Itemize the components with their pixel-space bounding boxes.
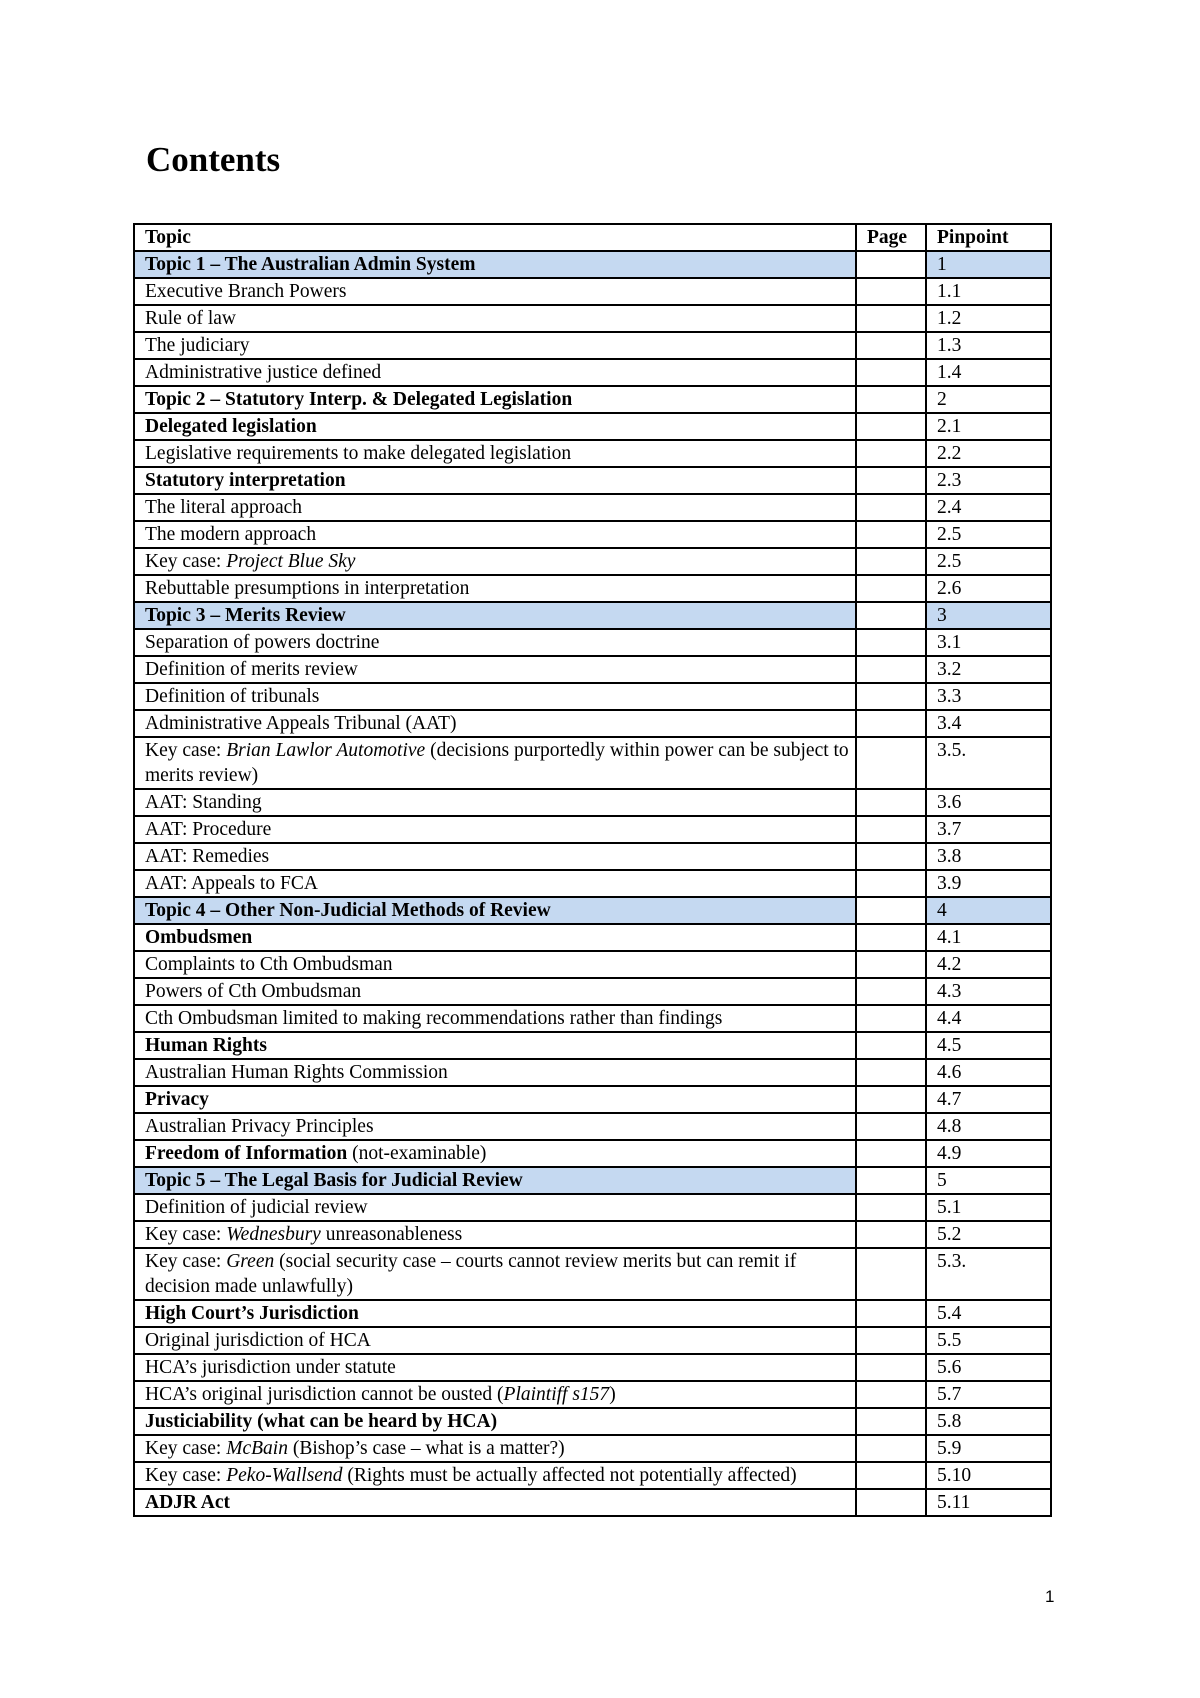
table-row (134, 737, 1051, 789)
pinpoint-cell: 2.2 (926, 440, 1051, 467)
table-row (134, 332, 1051, 359)
topic-cell (134, 870, 856, 897)
topic-cell (134, 1032, 856, 1059)
topic-text: The modern approach (145, 524, 317, 545)
pinpoint-cell: 5.2 (926, 1221, 1051, 1248)
topic-heading-row (134, 1167, 1051, 1194)
page-cell (856, 737, 926, 789)
topic-text: Justiciability (what can be heard by HCA) (145, 1411, 498, 1432)
topic-text: ) (609, 1384, 616, 1405)
topic-text: Complaints to Cth Ombudsman (145, 954, 393, 975)
topic-text: Administrative justice defined (145, 362, 382, 383)
page-cell (856, 870, 926, 897)
topic-cell (134, 843, 856, 870)
topic-text: Plaintiff s157 (503, 1384, 610, 1405)
table-row (134, 1381, 1051, 1408)
contents-table (133, 223, 1052, 1517)
topic-cell (134, 1059, 856, 1086)
page-number: 1 (1045, 1587, 1055, 1606)
topic-text: Topic 2 – Statutory Interp. & Delegated Legislation (145, 389, 573, 410)
page-cell (856, 1462, 926, 1489)
topic-cell (134, 1300, 856, 1327)
header-page: Page (856, 224, 926, 251)
page-cell (856, 548, 926, 575)
pinpoint-cell: 4.9 (926, 1140, 1051, 1167)
pinpoint-cell: 3.7 (926, 816, 1051, 843)
page-cell (856, 1300, 926, 1327)
pinpoint-cell: 5.10 (926, 1462, 1051, 1489)
topic-cell (134, 494, 856, 521)
topic-cell (134, 602, 856, 629)
topic-text: (Bishop’s case – what is a matter?) (287, 1438, 565, 1459)
page-cell (856, 1086, 926, 1113)
topic-cell (134, 575, 856, 602)
pinpoint-cell: 3.4 (926, 710, 1051, 737)
pinpoint-cell: 2.6 (926, 575, 1051, 602)
topic-cell (134, 1194, 856, 1221)
topic-text: Administrative Appeals Tribunal (AAT) (145, 713, 457, 734)
page-cell (856, 467, 926, 494)
page-cell (856, 897, 926, 924)
topic-text: unreasonableness (320, 1224, 463, 1245)
pinpoint-cell: 1.2 (926, 305, 1051, 332)
table-row (134, 1086, 1051, 1113)
pinpoint-cell: 2.5 (926, 548, 1051, 575)
page-cell (856, 1408, 926, 1435)
table-row (134, 683, 1051, 710)
pinpoint-cell: 3.2 (926, 656, 1051, 683)
topic-text: (not-examinable) (347, 1143, 487, 1164)
topic-text: HCA’s original jurisdiction cannot be ousted ( (145, 1384, 504, 1405)
table-row (134, 548, 1051, 575)
page-cell (856, 332, 926, 359)
contents-table-body (134, 251, 1051, 1516)
pinpoint-cell: 4.2 (926, 951, 1051, 978)
topic-text: Key case: (145, 1465, 227, 1486)
pinpoint-cell: 1.1 (926, 278, 1051, 305)
pinpoint-cell: 2.4 (926, 494, 1051, 521)
table-row (134, 305, 1051, 332)
header-topic: Topic (134, 224, 856, 251)
topic-text: (decisions purportedly within power can be subject to merits review) (145, 740, 849, 786)
page-cell (856, 1327, 926, 1354)
topic-cell (134, 1435, 856, 1462)
page-cell (856, 1435, 926, 1462)
topic-cell (134, 924, 856, 951)
topic-text: Peko-Wallsend (226, 1465, 343, 1486)
pinpoint-cell: 1.3 (926, 332, 1051, 359)
topic-text: (social security case – courts cannot review merits but can remit if decision made unlawfully) (145, 1251, 797, 1297)
table-row (134, 1435, 1051, 1462)
topic-text: AAT: Procedure (145, 819, 272, 840)
topic-text: Separation of powers doctrine (145, 632, 380, 653)
page-cell (856, 305, 926, 332)
topic-text: Privacy (145, 1089, 209, 1110)
page-cell (856, 494, 926, 521)
table-row (134, 278, 1051, 305)
page-cell (856, 1113, 926, 1140)
topic-text: Statutory interpretation (145, 470, 346, 491)
page-cell (856, 1354, 926, 1381)
table-row (134, 1354, 1051, 1381)
page-cell (856, 440, 926, 467)
topic-cell (134, 1086, 856, 1113)
pinpoint-cell: 4.7 (926, 1086, 1051, 1113)
table-row (134, 1248, 1051, 1300)
topic-heading-row (134, 251, 1051, 278)
topic-cell (134, 1327, 856, 1354)
pinpoint-cell: 5.9 (926, 1435, 1051, 1462)
topic-cell (134, 467, 856, 494)
topic-cell (134, 1381, 856, 1408)
pinpoint-cell: 5.7 (926, 1381, 1051, 1408)
topic-text: Key case: (145, 1438, 227, 1459)
topic-text: AAT: Standing (145, 792, 262, 813)
topic-text: Cth Ombudsman limited to making recommendations rather than findings (145, 1008, 723, 1029)
pinpoint-cell: 1.4 (926, 359, 1051, 386)
topic-text: Australian Human Rights Commission (145, 1062, 448, 1083)
topic-cell (134, 1221, 856, 1248)
table-row (134, 467, 1051, 494)
topic-cell (134, 305, 856, 332)
topic-heading-row (134, 897, 1051, 924)
topic-text: Topic 4 – Other Non-Judicial Methods of Review (145, 900, 551, 921)
page-cell (856, 278, 926, 305)
table-row (134, 629, 1051, 656)
topic-cell (134, 1489, 856, 1516)
page-cell (856, 1194, 926, 1221)
table-row (134, 843, 1051, 870)
page-cell (856, 251, 926, 278)
topic-text: Wednesbury (226, 1224, 321, 1245)
table-row (134, 1300, 1051, 1327)
pinpoint-cell: 3.6 (926, 789, 1051, 816)
page-cell (856, 1032, 926, 1059)
topic-cell (134, 683, 856, 710)
topic-text: HCA’s jurisdiction under statute (145, 1357, 396, 1378)
topic-cell (134, 1167, 856, 1194)
pinpoint-cell: 4.8 (926, 1113, 1051, 1140)
pinpoint-cell: 5.11 (926, 1489, 1051, 1516)
table-row (134, 978, 1051, 1005)
topic-text: Key case: (145, 551, 227, 572)
pinpoint-cell: 4.5 (926, 1032, 1051, 1059)
topic-cell (134, 386, 856, 413)
page-cell (856, 1059, 926, 1086)
topic-text: Topic 3 – Merits Review (145, 605, 346, 626)
table-row (134, 1194, 1051, 1221)
page-cell (856, 1489, 926, 1516)
table-row (134, 521, 1051, 548)
topic-text: AAT: Appeals to FCA (145, 873, 318, 894)
pinpoint-cell: 4.6 (926, 1059, 1051, 1086)
page-cell (856, 1221, 926, 1248)
table-row (134, 1059, 1051, 1086)
table-row (134, 575, 1051, 602)
topic-cell (134, 1408, 856, 1435)
table-row (134, 1113, 1051, 1140)
pinpoint-cell: 3.9 (926, 870, 1051, 897)
topic-cell (134, 278, 856, 305)
page-cell (856, 683, 926, 710)
topic-text: Key case: (145, 1251, 227, 1272)
page-cell (856, 386, 926, 413)
page-cell (856, 1005, 926, 1032)
topic-cell (134, 1140, 856, 1167)
topic-cell (134, 737, 856, 789)
page-cell (856, 413, 926, 440)
topic-text: Delegated legislation (145, 416, 317, 437)
table-row (134, 440, 1051, 467)
pinpoint-cell: 3.1 (926, 629, 1051, 656)
pinpoint-cell: 5.6 (926, 1354, 1051, 1381)
table-row (134, 1489, 1051, 1516)
pinpoint-cell: 3.3 (926, 683, 1051, 710)
pinpoint-cell: 2.5 (926, 521, 1051, 548)
topic-cell (134, 816, 856, 843)
topic-text: (Rights must be actually affected not potentially affected) (342, 1465, 797, 1486)
topic-text: Rebuttable presumptions in interpretation (145, 578, 470, 599)
topic-text: Original jurisdiction of HCA (145, 1330, 371, 1351)
page-title: Contents (146, 140, 281, 179)
topic-cell (134, 789, 856, 816)
page-cell (856, 521, 926, 548)
topic-text: Legislative requirements to make delegated legislation (145, 443, 572, 464)
topic-text: Project Blue Sky (226, 551, 356, 572)
table-row (134, 494, 1051, 521)
pinpoint-cell: 4.3 (926, 978, 1051, 1005)
table-row (134, 789, 1051, 816)
table-row (134, 924, 1051, 951)
table-row (134, 1408, 1051, 1435)
pinpoint-cell: 2.3 (926, 467, 1051, 494)
page-cell (856, 951, 926, 978)
pinpoint-cell: 4 (926, 897, 1051, 924)
table-row (134, 1005, 1051, 1032)
page-cell (856, 1140, 926, 1167)
page-cell (856, 924, 926, 951)
topic-text: Ombudsmen (145, 927, 253, 948)
page-cell (856, 816, 926, 843)
table-row (134, 1221, 1051, 1248)
topic-text: Key case: (145, 1224, 227, 1245)
topic-text: Green (226, 1251, 275, 1272)
topic-text: The literal approach (145, 497, 302, 518)
table-header-row (134, 224, 1051, 251)
page-cell (856, 1381, 926, 1408)
pinpoint-cell: 4.1 (926, 924, 1051, 951)
topic-cell (134, 251, 856, 278)
topic-text: Freedom of Information (145, 1143, 348, 1164)
page-cell (856, 789, 926, 816)
topic-text: Rule of law (145, 308, 236, 329)
page-cell (856, 656, 926, 683)
topic-cell (134, 1248, 856, 1300)
pinpoint-cell: 5.3. (926, 1248, 1051, 1300)
topic-text: Key case: (145, 740, 227, 761)
pinpoint-cell: 5.4 (926, 1300, 1051, 1327)
page-cell (856, 710, 926, 737)
topic-text: Human Rights (145, 1035, 267, 1056)
table-row (134, 1327, 1051, 1354)
page-cell (856, 1248, 926, 1300)
topic-text: AAT: Remedies (145, 846, 270, 867)
table-row (134, 413, 1051, 440)
topic-text: Definition of judicial review (145, 1197, 368, 1218)
topic-cell (134, 1354, 856, 1381)
page-cell (856, 575, 926, 602)
table-row (134, 951, 1051, 978)
topic-text: Australian Privacy Principles (145, 1116, 374, 1137)
pinpoint-cell: 5 (926, 1167, 1051, 1194)
topic-text: Topic 1 – The Australian Admin System (145, 254, 476, 275)
topic-cell (134, 440, 856, 467)
pinpoint-cell: 2 (926, 386, 1051, 413)
topic-cell (134, 656, 856, 683)
pinpoint-cell: 2.1 (926, 413, 1051, 440)
pinpoint-cell: 1 (926, 251, 1051, 278)
topic-cell (134, 332, 856, 359)
topic-cell (134, 413, 856, 440)
pinpoint-cell: 5.5 (926, 1327, 1051, 1354)
topic-text: Powers of Cth Ombudsman (145, 981, 362, 1002)
table-row (134, 656, 1051, 683)
table-row (134, 386, 1051, 413)
pinpoint-cell: 3.5. (926, 737, 1051, 789)
table-row (134, 870, 1051, 897)
pinpoint-cell: 3 (926, 602, 1051, 629)
pinpoint-cell: 5.1 (926, 1194, 1051, 1221)
table-row (134, 359, 1051, 386)
table-row (134, 1032, 1051, 1059)
topic-text: ADJR Act (145, 1492, 231, 1513)
topic-text: Topic 5 – The Legal Basis for Judicial Review (145, 1170, 523, 1191)
topic-heading-row (134, 602, 1051, 629)
topic-cell (134, 951, 856, 978)
topic-text: The judiciary (145, 335, 250, 356)
table-row (134, 1140, 1051, 1167)
header-pinpoint: Pinpoint (926, 224, 1051, 251)
topic-text: Brian Lawlor Automotive (226, 740, 426, 761)
topic-text: McBain (226, 1438, 288, 1459)
topic-cell (134, 548, 856, 575)
topic-cell (134, 897, 856, 924)
topic-cell (134, 521, 856, 548)
topic-cell (134, 978, 856, 1005)
page-cell (856, 843, 926, 870)
topic-text: Executive Branch Powers (145, 281, 347, 302)
table-row (134, 1462, 1051, 1489)
pinpoint-cell: 5.8 (926, 1408, 1051, 1435)
topic-text: Definition of tribunals (145, 686, 320, 707)
topic-cell (134, 710, 856, 737)
topic-cell (134, 359, 856, 386)
topic-cell (134, 1113, 856, 1140)
topic-text: Definition of merits review (145, 659, 358, 680)
topic-cell (134, 1005, 856, 1032)
page-cell (856, 602, 926, 629)
page-cell (856, 978, 926, 1005)
table-row (134, 816, 1051, 843)
pinpoint-cell: 4.4 (926, 1005, 1051, 1032)
table-row (134, 710, 1051, 737)
topic-cell (134, 1462, 856, 1489)
page-cell (856, 1167, 926, 1194)
page-cell (856, 359, 926, 386)
topic-cell (134, 629, 856, 656)
pinpoint-cell: 3.8 (926, 843, 1051, 870)
page-cell (856, 629, 926, 656)
topic-text: High Court’s Jurisdiction (145, 1303, 359, 1324)
